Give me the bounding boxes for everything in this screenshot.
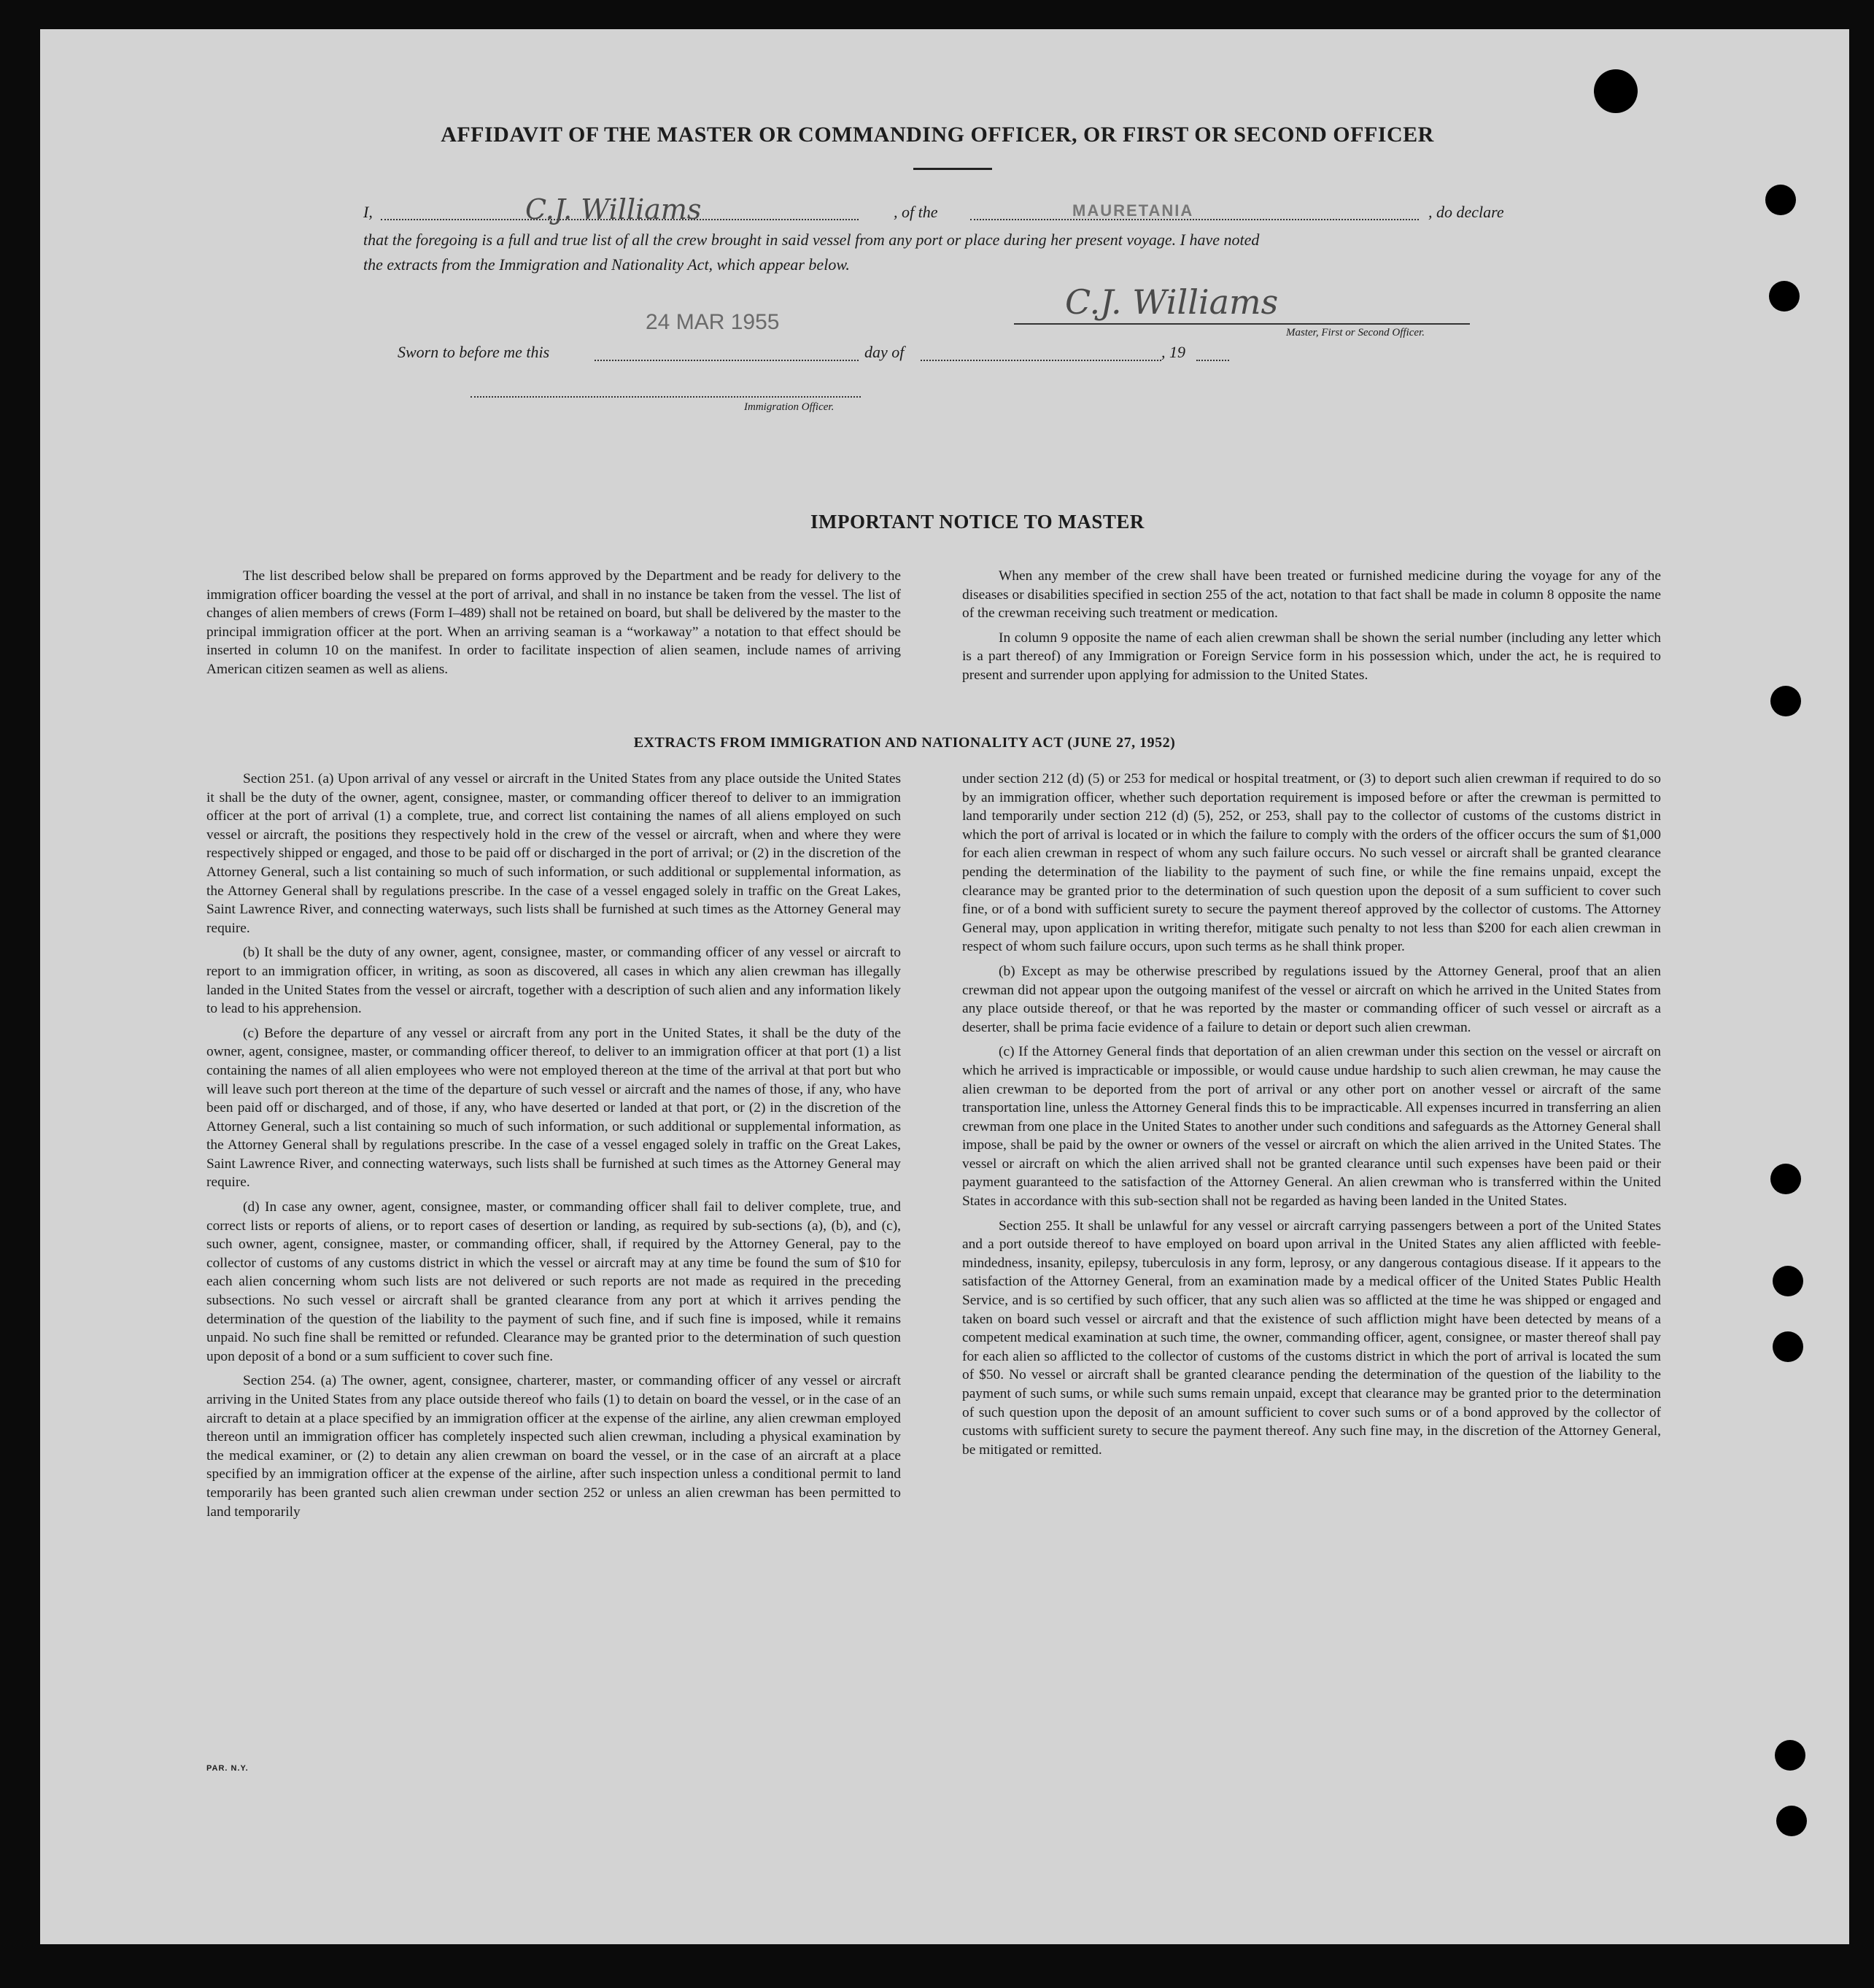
vessel-name: MAURETANIA xyxy=(1072,201,1194,220)
do-declare-label: , do declare xyxy=(1428,203,1504,221)
notice-paragraph: In column 9 opposite the name of each alien crewman shall be shown the serial number (including any letter which is a part thereof) of any Immigration or Foreign Service form in his possession which, under the act, he is required to present and surrender upon applying for admission to the United States. xyxy=(962,630,1661,683)
extract-paragraph: (b) Except as may be otherwise prescribed by regulations issued by the Attorney General, proof that an alien crewman did not appear upon the outgoing manifest of the vessel or aircraft on which he arrived in the United States from any place outside thereof, or that he was reported by the master or commanding officer of such vessel or aircraft as a deserter, shall be prima facie evidence of a failure to detain or deport such alien crewman. xyxy=(962,963,1661,1035)
extracts-left-column xyxy=(206,770,901,1527)
master-caption: Master, First or Second Officer. xyxy=(1286,327,1425,339)
punch-hole xyxy=(1770,1164,1801,1194)
notice-paragraph: When any member of the crew shall have been treated or furnished medicine during the voyage for any of the diseases or disabilities specified in section 255 of the act, notation to that fact shall be made in column 8 opposite the name of the crewman receiving such treatment or medication. xyxy=(962,568,1661,622)
immigration-officer-caption: Immigration Officer. xyxy=(744,401,835,413)
punch-hole xyxy=(1594,69,1638,113)
vessel-line xyxy=(970,219,1419,220)
sworn-label: Sworn to before me this xyxy=(398,343,550,361)
signer-name: C.J. Williams xyxy=(525,193,702,225)
punch-hole xyxy=(1769,281,1800,312)
extracts-right-column xyxy=(962,770,1661,1465)
punch-hole xyxy=(1765,185,1796,215)
i-label: I, xyxy=(363,203,373,221)
punch-hole xyxy=(1773,1266,1803,1296)
extract-paragraph: Section 251. (a) Upon arrival of any vessel or aircraft in the United States from any place outside the United States it shall be the duty of the owner, agent, consignee, master, or commanding officer thereof to deliver to an immigration officer at the port of arrival (1) a complete, true, and correct list containing the names of all aliens employed on such vessel or aircraft, the positions they respectively hold in the crew of the vessel or aircraft, when and where they were respectively shipped or engaged, and those to be paid off or discharged in the port of arrival; or (2) in the discretion of the Attorney General, such a list containing so much of such information, or such additional or supplemental information, as the Attorney General shall by regulations prescribe. In the case of a vessel engaged solely in traffic on the Great Lakes, Saint Lawrence River, and connecting waterways, such lists shall be furnished at such times as the Attorney General may require. xyxy=(206,771,901,936)
extract-paragraph: (d) In case any owner, agent, consignee, master, or commanding officer shall fail to deliver complete, true, and correct lists or reports of aliens, or to report cases of desertion or landing, as required by sub-sections (a), (b), and (c), such owner, agent, consignee, master, or commanding officer, shall, if required by the Attorney General, pay to the collector of customs of any customs district in which the vessel or aircraft may at any time be found the sum of $10 for each alien concerning whom such lists are not delivered or such reports are not made as required in the preceding subsections. No such vessel or aircraft shall be granted clearance from any port at which it arrives pending the determination of the question of the liability to the payment of such fine, and if such fine is imposed, while it remains unpaid. No such fine shall be remitted or refunded. Clearance may be granted prior to the determination of such question upon deposit of a bond or a sum sufficient to cover such fine. xyxy=(206,1199,901,1364)
signature-line xyxy=(1014,323,1470,325)
extract-paragraph: Section 254. (a) The owner, agent, consignee, charterer, master, or commanding officer of any vessel or aircraft arriving in the United States from any place outside thereof who fails (1) to detain on board the vessel, or in the case of an aircraft to detain at a place specified by an immigration officer at the expense of the airline, any alien crewman employed thereon until an immigration officer has completely inspected such alien crewman, including a physical examination by the medical examiner, or (2) to detain any alien crewman on board the vessel, or in the case of an aircraft at a place specified by an immigration officer at the expense of the airline, after such inspection unless a conditional permit to land temporarily has been granted such alien crewman under section 252 or unless an alien crewman has been permitted to land temporarily xyxy=(206,1373,901,1520)
punch-hole xyxy=(1770,686,1801,716)
extract-paragraph: Section 255. It shall be unlawful for any vessel or aircraft carrying passengers between a port of the United States and a port outside thereof to have employed on board upon arrival in the United States any alien afflicted with feeble-mindedness, insanity, epilepsy, tuberculosis in any form, leprosy, or any dangerous contagious disease. If it appears to the satisfaction of the Attorney General, from an examination made by a medical officer of the United States Public Health Service, and is so certified by such officer, that any such alien was so afflicted at the time he was shipped or engaged and taken on board such vessel or aircraft and that the existence of such affliction might have been detected by means of a competent medical examination at such time, the owner, commanding officer, agent, consignee, or master thereof shall pay for each alien so afflicted to the collector of customs of the customs district in which the port of arrival is located the sum of $50. No vessel or aircraft shall be granted clearance pending the determination of the question of the liability to the payment of such sums, or while such sums remain unpaid, except that clearance may be granted prior to the determination of such question upon the deposit of an amount sufficient to cover such sums or of a bond approved by the collector of customs with sufficient surety to secure the payment thereof. Any such fine may, in the discretion of the Attorney General, be mitigated or remitted. xyxy=(962,1218,1661,1458)
notice-title: IMPORTANT NOTICE TO MASTER xyxy=(810,511,1145,533)
extracts-title: EXTRACTS FROM IMMIGRATION AND NATIONALITY ACT (JUNE 27, 1952) xyxy=(633,735,1176,751)
extract-paragraph: (b) It shall be the duty of any owner, agent, consignee, master, or commanding officer of any vessel or aircraft to report to an immigration officer, in writing, as soon as discovered, all cases in which any alien crewman has illegally landed in the United States from the vessel or aircraft, together with a description of such alien and any information likely to lead to his apprehension. xyxy=(206,945,901,1017)
affidavit-title: AFFIDAVIT OF THE MASTER OR COMMANDING OFFICER, OR FIRST OR SECOND OFFICER xyxy=(441,123,1434,147)
sworn-day-line xyxy=(595,360,859,361)
printer-mark: PAR. N.Y. xyxy=(206,1764,249,1773)
extract-paragraph: (c) Before the departure of any vessel or aircraft from any port in the United States, it shall be the duty of the owner, agent, consignee, master, or commanding officer thereof, to deliver to an immigration officer at that port (1) a list containing the names of all alien employees who were not employed thereon at the time of the arrival at that port but who will leave such port thereon at the time of the departure of such vessel or aircraft and the names of those, if any, who have been paid off or discharged, and of those, if any, who have deserted or landed at that port, or (2) in the discretion of the Attorney General, such a list containing so much of such information, or such additional or supplemental information, as the Attorney General shall by regulations prescribe. In the case of a vessel engaged solely in traffic on the Great Lakes, Saint Lawrence River, and connecting waterways, such lists shall be furnished at such times as the Attorney General may require. xyxy=(206,1025,901,1191)
punch-hole xyxy=(1776,1806,1807,1836)
day-of-label: day of xyxy=(864,343,905,361)
notice-paragraph: The list described below shall be prepared on forms approved by the Department and be ready for delivery to the immigration officer boarding the vessel at the port of arrival, and shall in no instance be taken from the vessel. The list of changes of alien members of crews (Form I–489) shall not be retained on board, but shall be delivered by the master to the principal immigration officer at the port. When an arriving seaman is a “workaway” a notation to that effect should be inserted in column 10 on the manifest. In order to facilitate inspection of alien seamen, include names of arriving American citizen seamen as well as aliens. xyxy=(206,568,901,677)
of-the-label: , of the xyxy=(894,203,938,221)
date-stamp: 24 MAR 1955 xyxy=(646,310,780,334)
notice-right-column xyxy=(962,567,1661,691)
declaration-line-3: the extracts from the Immigration and Nationality Act, which appear below. xyxy=(363,255,850,274)
notice-left-column xyxy=(206,567,901,685)
extract-paragraph: under section 212 (d) (5) or 253 for medical or hospital treatment, or (3) to deport such alien crewman if required to do so by an immigration officer, whether such deportation requirement is imposed before or after the crewman is permitted to land temporarily under section 212 (d) (5), 252, or 253, shall pay to the collector of customs of the customs district in which the port of arrival is located or in which the failure to comply with the orders of the officer occurs the sum of $1,000 for each alien crewman in respect of whom any such failure occurs. No such vessel or aircraft shall be granted clearance pending the determination of the liability to the payment of such fine, or while the fine remains unpaid, except the clearance may be granted prior to the determination of such question upon the deposit of a sum sufficient to cover such fine, or of a bond with sufficient surety to secure the payment thereof approved by the collector of customs. The Attorney General may, upon application in writing therefor, mitigate such penalty to not less than $200 for each alien crewman in respect of whom such failure occurs, upon such terms as he shall think proper. xyxy=(962,771,1661,955)
punch-hole xyxy=(1775,1740,1805,1771)
sworn-month-line xyxy=(921,360,1161,361)
title-divider xyxy=(913,168,992,170)
extract-paragraph: (c) If the Attorney General finds that deportation of an alien crewman under this section on the vessel or aircraft on which he arrived is impracticable or impossible, or would cause undue hardship to such alien crewman, he may cause the alien crewman to be deported from the port of arrival or any other port on another vessel or aircraft of the same transportation line, unless the Attorney General finds this to be impracticable. All expenses incurred in transferring an alien crewman from one place in the United States to another under such conditions and safeguards as the Attorney General shall impose, shall be paid by the owner or owners of the vessel or aircraft on which the alien arrived in the United States. The vessel or aircraft on which the alien arrived shall not be granted clearance until such expenses have been paid or their payment guaranteed to the satisfaction of the Attorney General. An alien crewman who is transferred within the United States in accordance with this sub-section shall not be regarded as having been landed in the United States. xyxy=(962,1044,1661,1210)
document-page xyxy=(40,29,1849,1944)
sworn-year-line xyxy=(1196,360,1229,361)
master-signature: C.J. Williams xyxy=(1065,282,1279,322)
declaration-line-2: that the foregoing is a full and true list of all the crew brought in said vessel from any port or place during her present voyage. I have noted xyxy=(363,231,1260,249)
punch-hole xyxy=(1773,1331,1803,1362)
year-label: , 19 xyxy=(1161,343,1185,361)
immigration-officer-line xyxy=(471,396,861,398)
